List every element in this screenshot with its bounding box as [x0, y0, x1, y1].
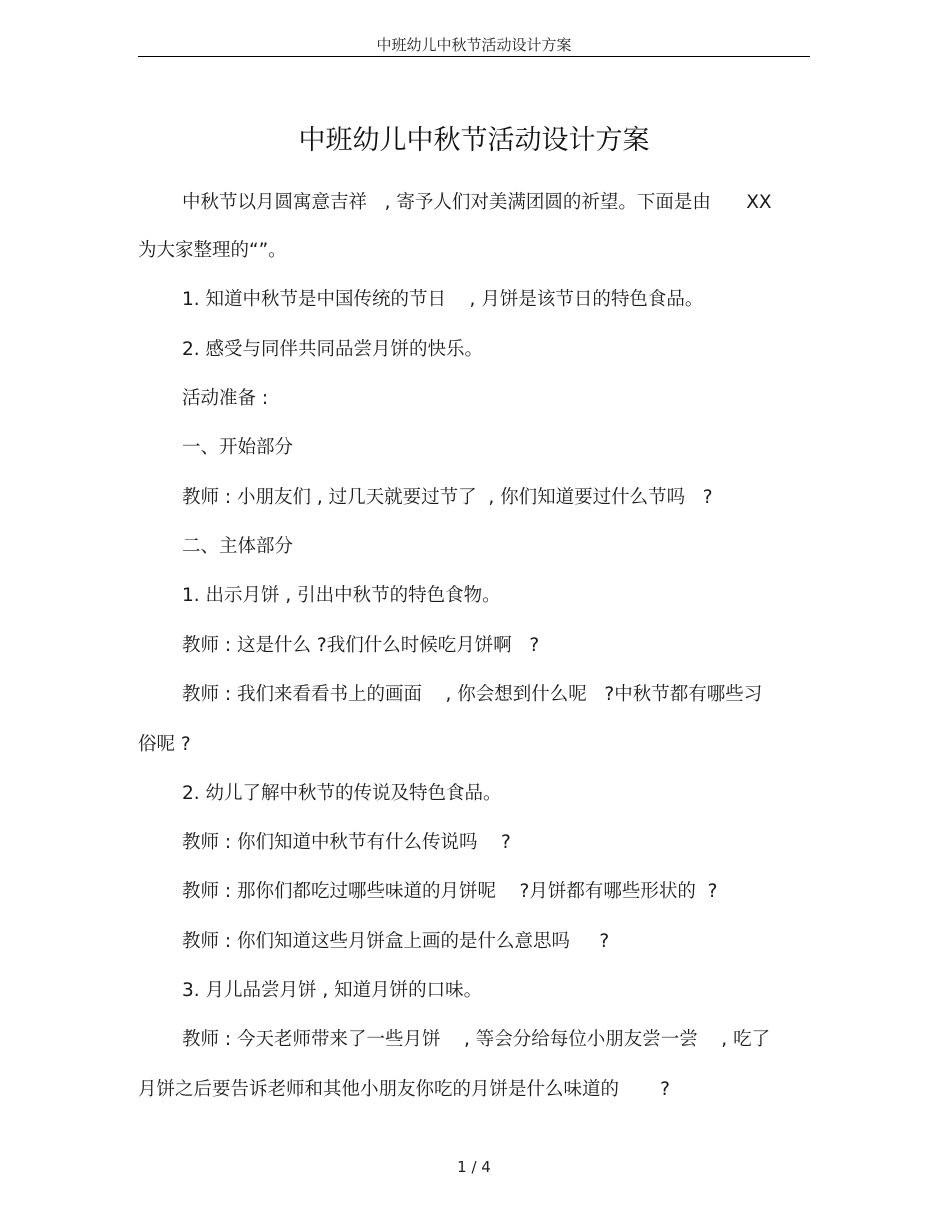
paragraph-line: 中秋节以月圆寓意吉祥 , 寄予人们对美满团圆的祈望。下面是由 XX [182, 192, 772, 213]
paragraph-line: 教师 : 你们知道中秋节有什么传说吗 ? [182, 832, 511, 853]
paragraph-line: 2. 幼儿了解中秋节的传说及特色食品。 [182, 783, 502, 804]
paragraph-line: 教师 : 我们来看看书上的画面 , 你会想到什么呢 ?中秋节都有哪些习 [182, 684, 763, 705]
paragraph-line: 1. 知道中秋节是中国传统的节日 , 月饼是该节日的特色食品。 [182, 289, 704, 310]
paragraph-line: 教师 : 你们知道这些月饼盒上画的是什么意思吗 ? [182, 931, 610, 952]
paragraph-line: 活动准备 : [182, 388, 269, 409]
paragraph-line: 1. 出示月饼 , 引出中秋节的特色食物。 [182, 585, 501, 606]
paragraph-line: 为大家整理的“”。 [138, 240, 287, 261]
header-rule [138, 56, 810, 57]
paragraph-line: 教师 : 这是什么 ?我们什么时候吃月饼啊 ? [182, 635, 540, 656]
paragraph-line: 教师 : 那你们都吃过哪些味道的月饼呢 ?月饼都有哪些形状的 ? [182, 881, 718, 902]
paragraph-line: 3. 月儿品尝月饼 , 知道月饼的口味。 [182, 980, 483, 1001]
paragraph-line: 俗呢 ? [138, 734, 191, 755]
paragraph-line: 教师 : 今天老师带来了一些月饼 , 等会分给每位小朋友尝一尝 , 吃了 [182, 1029, 771, 1050]
paragraph-line: 2. 感受与同伴共同品尝月饼的快乐。 [182, 339, 484, 360]
page-indicator: 1 / 4 [457, 1158, 491, 1176]
running-header: 中班幼儿中秋节活动设计方案 [376, 36, 572, 54]
paragraph-line: 月饼之后要告诉老师和其他小朋友你吃的月饼是什么味道的 ? [138, 1079, 670, 1100]
section-heading: 二、主体部分 [182, 536, 294, 557]
section-heading: 一、开始部分 [182, 437, 294, 458]
document-title: 中班幼儿中秋节活动设计方案 [298, 125, 650, 156]
paragraph-line: 教师 : 小朋友们 , 过几天就要过节了 , 你们知道要过什么节吗 ? [182, 487, 713, 508]
